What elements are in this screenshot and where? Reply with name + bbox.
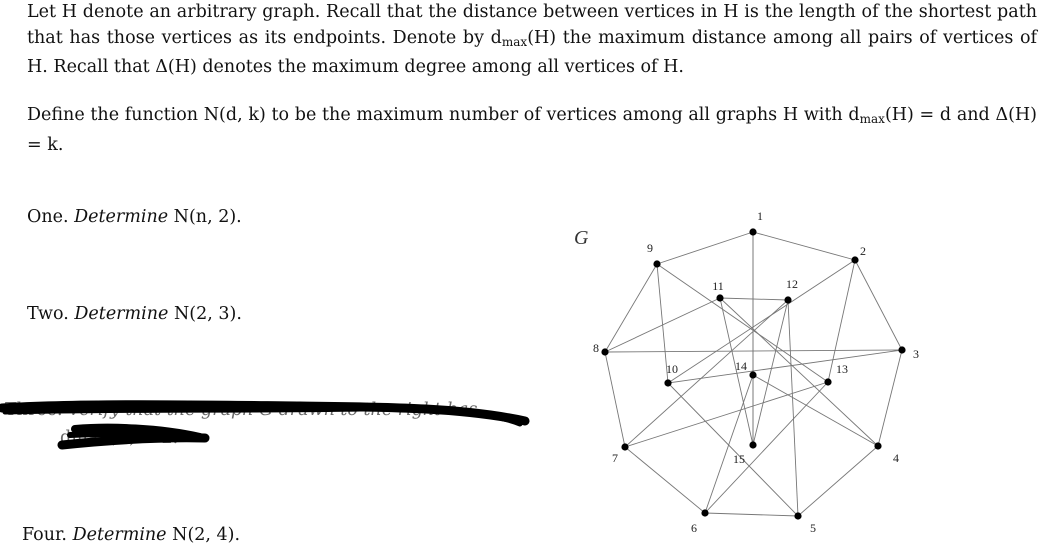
graph-name-label: G bbox=[574, 227, 589, 249]
graph-vertex-label-8: 8 bbox=[593, 341, 599, 355]
task-three-label: Three. bbox=[5, 400, 63, 420]
graph-edge-7-12 bbox=[625, 300, 788, 447]
task-three-prompt: Verify that the graph G drawn to the right has bbox=[68, 400, 478, 420]
graph-edge-6-14 bbox=[705, 375, 753, 513]
graph-edge-8-9 bbox=[605, 264, 657, 352]
graph-vertex-label-3: 3 bbox=[913, 347, 919, 361]
graph-edge-6-7 bbox=[625, 447, 705, 513]
graph-vertex-label-6: 6 bbox=[691, 521, 697, 535]
intro-paragraph bbox=[27, 0, 1037, 81]
graph-edge-2-3 bbox=[855, 260, 902, 350]
graph-edge-7-8 bbox=[605, 352, 625, 447]
graph-vertex-label-11: 11 bbox=[712, 279, 724, 293]
task-one-expression: N(n, 2). bbox=[173, 207, 242, 227]
scribble-redaction bbox=[0, 395, 540, 455]
graph-vertices bbox=[601, 228, 905, 519]
graph-edge-8-3 bbox=[605, 350, 902, 352]
task-one-prompt: Determine bbox=[74, 207, 169, 227]
graph-vertex-label-12: 12 bbox=[786, 277, 798, 291]
graph-vertex-label-14: 14 bbox=[735, 359, 747, 373]
graph-vertex-13 bbox=[824, 378, 831, 385]
task-two-label: Two. bbox=[27, 304, 69, 324]
graph-vertex-label-4: 4 bbox=[893, 451, 899, 465]
graph-vertex-5 bbox=[794, 512, 801, 519]
graph-edge-3-10 bbox=[668, 350, 902, 383]
graph-vertex-8 bbox=[601, 348, 608, 355]
task-two bbox=[27, 302, 242, 326]
definition-text: Define the function N(d, k) to be the maximum number of vertices among all graphs H with d bbox=[27, 105, 860, 125]
graph-edge-2-10 bbox=[668, 260, 855, 383]
graph-edge-4-5 bbox=[798, 446, 878, 516]
graph-vertex-12 bbox=[784, 296, 791, 303]
graph-edge-1-2 bbox=[753, 232, 855, 260]
graph-vertex-label-7: 7 bbox=[612, 451, 618, 465]
definition-text-2: (H) = d and Δ(H) = k. bbox=[27, 105, 1038, 155]
task-one-label: One. bbox=[27, 207, 69, 227]
graph-edge-12-15 bbox=[753, 300, 788, 445]
task-four bbox=[22, 523, 240, 547]
graph-edge-12-11 bbox=[720, 298, 788, 300]
task-four-prompt: Determine bbox=[72, 525, 167, 545]
graph-vertex-label-2: 2 bbox=[860, 244, 866, 258]
graph-vertex-2 bbox=[851, 256, 858, 263]
graph-vertex-9 bbox=[653, 260, 660, 267]
task-four-expression: N(2, 4). bbox=[172, 525, 241, 545]
graph-edge-3-4 bbox=[878, 350, 902, 446]
graph-vertex-label-10: 10 bbox=[666, 362, 678, 376]
graph-g-diagram bbox=[560, 200, 940, 540]
graph-vertex-label-15: 15 bbox=[733, 452, 745, 466]
graph-edge-8-11 bbox=[605, 298, 720, 352]
graph-vertex-7 bbox=[621, 443, 628, 450]
intro-subscript: max bbox=[501, 34, 528, 49]
graph-vertex-label-13: 13 bbox=[836, 362, 848, 376]
graph-vertex-11 bbox=[716, 294, 723, 301]
graph-vertex-label-5: 5 bbox=[810, 521, 816, 535]
task-three-expression: dmax(G) = 2. bbox=[60, 428, 179, 448]
graph-vertex-label-1: 1 bbox=[757, 209, 763, 223]
task-one bbox=[27, 205, 242, 229]
intro-text-2: (H) the maximum distance among all pairs of vertices of H. Recall that Δ(H) denotes the maximum degree among all vertices of H. bbox=[27, 27, 1037, 77]
graph-vertex-6 bbox=[701, 509, 708, 516]
graph-vertex-15 bbox=[749, 441, 756, 448]
graph-vertex-14 bbox=[749, 371, 756, 378]
task-two-expression: N(2, 3). bbox=[173, 304, 242, 324]
graph-vertex-10 bbox=[664, 379, 671, 386]
graph-edge-5-10 bbox=[668, 383, 798, 516]
definition-paragraph bbox=[27, 103, 1037, 158]
task-two-prompt: Determine bbox=[74, 304, 169, 324]
graph-vertex-4 bbox=[874, 442, 881, 449]
graph-edge-5-6 bbox=[705, 513, 798, 516]
graph-edge-9-1 bbox=[657, 232, 753, 264]
graph-vertex-labels bbox=[593, 209, 919, 535]
definition-subscript: max bbox=[859, 112, 885, 126]
task-four-label: Four. bbox=[22, 525, 67, 545]
graph-vertex-1 bbox=[749, 228, 756, 235]
graph-vertex-label-9: 9 bbox=[647, 241, 653, 255]
graph-vertex-3 bbox=[898, 346, 905, 353]
graph-edge-12-5 bbox=[788, 300, 798, 516]
intro-text: Let H denote an arbitrary graph. Recall that the distance between vertices in H is the length of the shortest path that has those vertices as its endpoints. Denote by d bbox=[27, 2, 1037, 48]
